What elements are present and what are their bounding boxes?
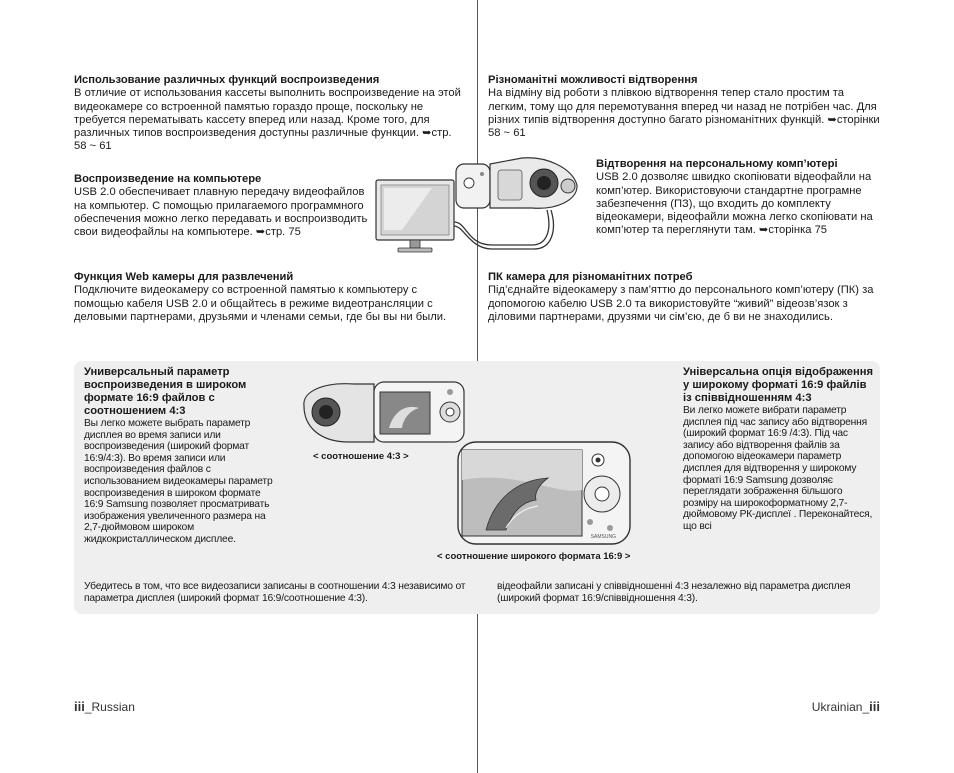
ru-playback-body: В отличие от использования кассеты выполнить воспроизведение на этой видеокамере со встроенной памятью гораздо проще, поскольку не требуется перематывать кассету вперед или назад. Кроме того, для различных типов воспроизведения доступны различные функции. ➥стр. 58 ~ 61	[74, 87, 461, 153]
ru-webcam-body: Подключите видеокамеру со встроенной памятью к компьютеру с помощью кабеля USB 2.0 и общайтесь в режиме видеотрансляции с деловыми партнерами, друзьями и членами семьи, где бы вы ни были.	[74, 284, 447, 323]
ru-webcam-title: Функция Web камеры для развлечений	[74, 271, 294, 283]
uk-webcam-title: ПК камера для різноманітних потреб	[488, 271, 693, 283]
ru-section-widescreen	[84, 366, 274, 546]
camera-ratio-16x9-illustration	[456, 440, 634, 548]
center-divider-bottom	[477, 614, 478, 773]
uk-playback-title: Різноманітні можливості відтворення	[488, 74, 698, 86]
ru-widescreen-tail: Убедитесь в том, что все видеозаписи записаны в соотношении 4:3 независимо от параметра дисплея (широкий формат 16:9/соотношение 4:3).	[84, 581, 466, 604]
ru-playback-title: Использование различных функций воспроизведения	[74, 74, 380, 86]
language-right: Ukrainian_	[811, 700, 870, 714]
uk-widescreen-tail: відеофайли записані у співвідношенні 4:3 незалежно від параметра дисплея (широкий формат 16:9/співвідношення 4:3).	[497, 581, 851, 604]
ru-section-pc-playback	[74, 173, 374, 239]
language-left: _Russian	[84, 700, 135, 714]
footer-right	[812, 699, 880, 714]
page-number-left: iii	[74, 699, 85, 714]
uk-section-widescreen	[683, 366, 877, 533]
ru-section-playback-functions	[74, 74, 466, 154]
uk-section-webcam	[488, 271, 882, 324]
footer-left	[74, 699, 135, 714]
ru-section-webcam	[74, 271, 464, 324]
page-number-right: iii	[869, 699, 880, 714]
uk-webcam-body: Під’єднайте відеокамеру з пам’яттю до персонального комп’ютеру (ПК) за допомогою кабелю USB 2.0 та використовуйте “живий” відеозв’язок з діловими партнерами, друзями чи сім’єю, де б ви не знаходились.	[488, 284, 874, 323]
camera-brand-mark: SAMSUNG	[590, 534, 616, 540]
camera-ratio-4x3-illustration	[294, 376, 472, 448]
uk-section-pc-playback	[596, 158, 882, 238]
ru-widescreen-title: Универсальный параметр воспроизведения в широком формате 16:9 файлов с соотношением 4:3	[84, 366, 247, 417]
caption-ratio-16x9: < соотношение широкого формата 16:9 >	[437, 551, 631, 562]
ru-pc-title: Воспроизведение на компьютере	[74, 173, 262, 185]
uk-widescreen-title: Універсальна опція відображення у широкому форматі 16:9 файлів із співвідношенням 4:3	[683, 366, 873, 404]
pc-camera-illustration	[372, 150, 594, 262]
caption-ratio-4x3: < соотношение 4:3 >	[313, 451, 409, 462]
uk-pc-body: USB 2.0 дозволяє швидко скопіювати відеофайли на комп’ютер. Використовуючи стандартне програмне забезпечення (ПЗ), що входить до комплекту відеокамери, відеофайли можна легко скопіювати на комп’ютер та переглянути там. ➥сторінка 75	[596, 171, 873, 237]
ru-widescreen-body: Вы легко можете выбрать параметр дисплея во время записи или воспроизведения (широкий формат 16:9/4:3). Во время записи или воспроизведения файлов с использованием видеокамеры параметр воспроизведения в широком формате 16:9 Samsung позволяет просматривать изображения увеличенного размера на 2,7-дюймовом широком жидкокристаллическом дисплее.	[84, 418, 273, 545]
camcorder-small	[456, 158, 577, 208]
ru-pc-body: USB 2.0 обеспечивает плавную передачу видеофайлов на компьютер. С помощью прилагаемого программного обеспечения можно легко передавать и воспроизводить свои видеофайлы на компьютере. ➥стр. 75	[74, 186, 368, 239]
uk-playback-body: На відміну від роботи з плівкою відтворення тепер стало простим та легким, тому що для перемотування вперед чи назад не потрібен час. Для різних типів відтворення доступно багато різноманітних функцій. ➥сторінки 58 ~ 61	[488, 87, 880, 140]
uk-widescreen-body: Ви легко можете вибрати параметр дисплея під час запису або відтворення (широкий формат 16:9 /4:3). Під час запису або відтворення файлів за допомогою відеокамери параметр дисплея для відтворення у широкому форматі 16:9 Samsung дозволяє переглядати зображення більшого розміру на широкоформатному 2,7-дюймовому РК-дисплеї . Переконайтеся, що всі	[683, 405, 873, 532]
uk-section-playback-functions	[488, 74, 882, 140]
uk-pc-title: Відтворення на персональному комп’ютері	[596, 158, 838, 170]
